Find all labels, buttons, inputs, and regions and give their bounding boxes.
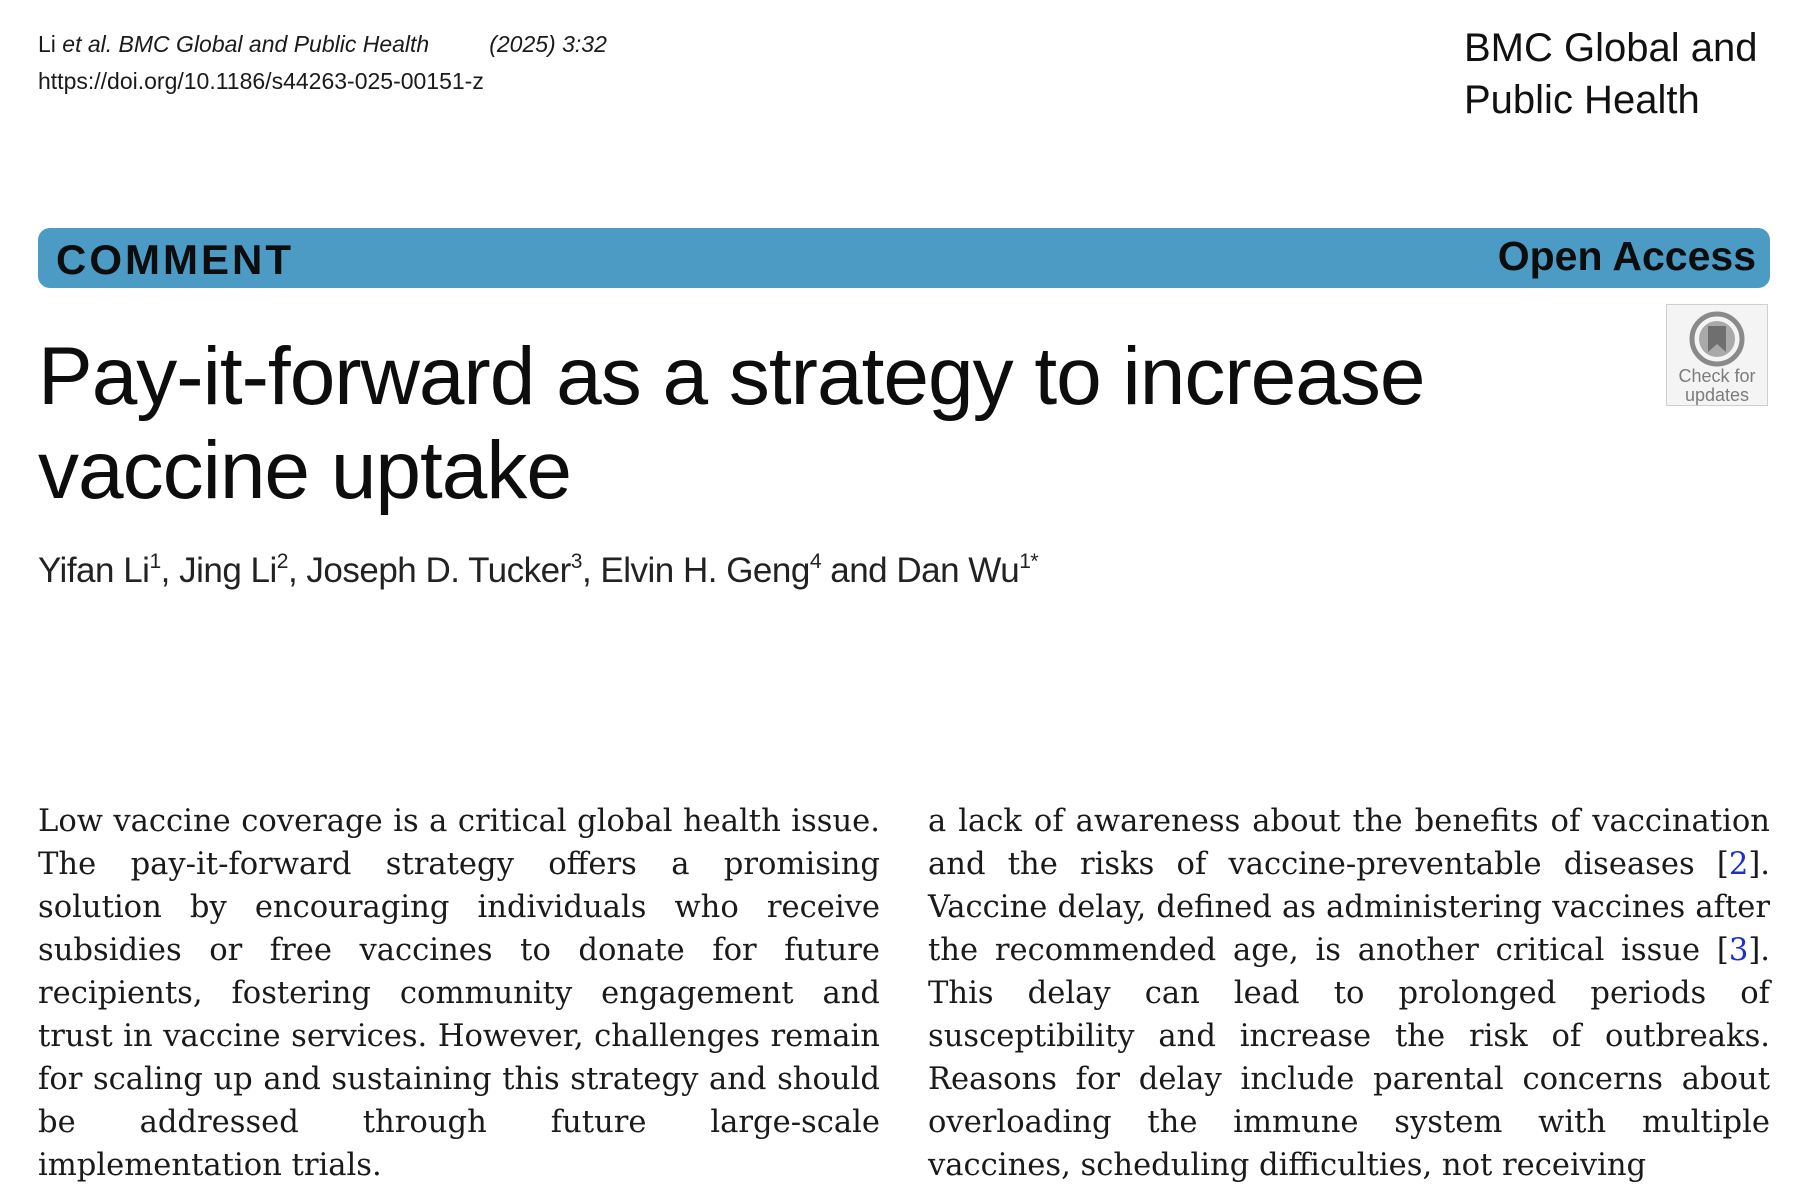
- bookmark-circle-icon: [1689, 311, 1745, 367]
- reference-link[interactable]: 2: [1728, 847, 1749, 882]
- affiliation-marker[interactable]: 3: [570, 550, 582, 573]
- open-access-label: Open Access: [1497, 233, 1756, 279]
- author-separator: ,: [581, 551, 601, 590]
- check-updates-line2: updates: [1684, 385, 1750, 405]
- check-for-updates-badge[interactable]: [1666, 304, 1768, 406]
- doi-link[interactable]: https://doi.org/10.1186/s44263-025-00151-z: [38, 68, 484, 94]
- article-banner: [38, 228, 1770, 288]
- article-title: Pay-it-forward as a strategy to increase vaccine uptake: [38, 331, 1425, 516]
- affiliation-marker[interactable]: 2: [276, 550, 288, 573]
- affiliation-marker[interactable]: 4: [809, 550, 822, 573]
- article-citation: [38, 26, 607, 100]
- author-separator: and: [821, 551, 897, 590]
- body-text-segment: ]. This delay can lead to prolonged periods of susceptibility and increase the risk of outbreaks. Reasons for delay include parental concerns about overloading the immune system with multiple vaccines, scheduling difficulties, not receiving: [928, 933, 1770, 1183]
- author-name[interactable]: Joseph D. Tucker: [306, 551, 571, 590]
- body-text-segment: a lack of awareness about the benefits of vaccination and the risks of vaccine-preventable diseases [: [928, 804, 1770, 882]
- check-updates-line1: Check for: [1678, 366, 1756, 386]
- body-text-segment: ]. Vaccine delay, defined as administering vaccines after the recommended age, is another critical issue [: [928, 847, 1770, 968]
- author-name[interactable]: Elvin H. Geng: [600, 551, 810, 590]
- author-name[interactable]: Dan Wu: [896, 551, 1020, 590]
- author-separator: ,: [160, 551, 180, 590]
- citation-journal: et al. BMC Global and Public Health: [62, 31, 430, 57]
- author-name[interactable]: Yifan Li: [38, 551, 150, 590]
- author-separator: ,: [287, 551, 307, 590]
- body-paragraph: [928, 800, 1770, 1187]
- affiliation-marker[interactable]: 1: [149, 550, 161, 573]
- citation-author: Li: [38, 31, 56, 57]
- citation-line: [38, 26, 607, 63]
- article-type-label: COMMENT: [56, 236, 294, 283]
- journal-name: BMC Global and Public Health: [1464, 26, 1758, 122]
- author-list: [38, 548, 1038, 594]
- reference-link[interactable]: 3: [1728, 933, 1749, 968]
- author-name[interactable]: Jing Li: [179, 551, 277, 590]
- affiliation-marker[interactable]: 1*: [1019, 550, 1039, 573]
- abstract-paragraph: Low vaccine coverage is a critical global health issue. The pay-it-forward strategy offers a promising solution by encouraging individuals who receive subsidies or free vaccines to donate for future recipients, fostering community engagement and trust in vaccine services. However, challenges remain for scaling up and sustaining this strategy and should be addressed through future large-scale implementation trials.: [38, 804, 880, 1183]
- citation-year-volume: (2025) 3:32: [489, 31, 607, 57]
